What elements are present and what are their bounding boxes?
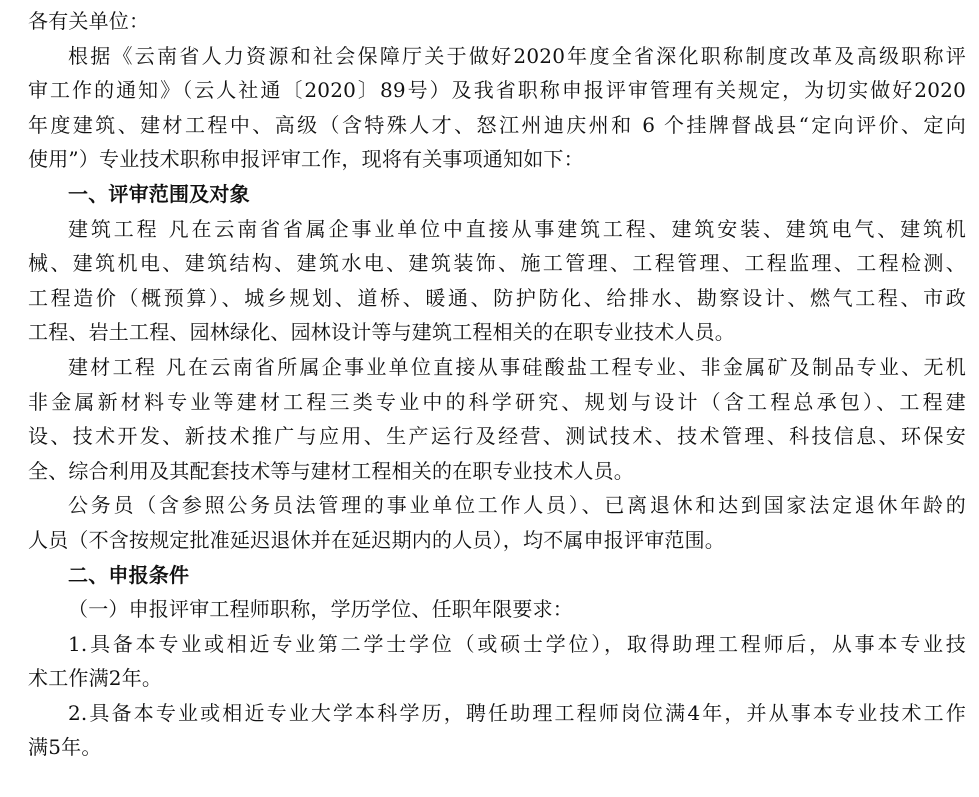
doc-line-10: 工程、岩土工程、园林绿化、园林设计等与建筑工程相关的在职专业技术人员。 (28, 320, 735, 345)
doc-line-12: 非金属新材料专业等建材工程三类专业中的科学研究、规划与设计（含工程总承包）、工程建 (28, 389, 966, 414)
subsection-heading-1: （一）申报评审工程师职称，学历学位、任职年限要求： (68, 597, 573, 622)
doc-line-8: 械、建筑机电、建筑结构、建筑水电、建筑装饰、施工管理、工程管理、工程监理、工程检测、 (28, 251, 966, 276)
document-body (28, 4, 966, 765)
doc-line-22: 满5年。 (28, 735, 102, 760)
doc-line-2: 根据《云南省人力资源和社会保障厅关于做好2020年度全省深化职称制度改革及高级职称评 (68, 43, 966, 68)
doc-line-11: 建材工程 凡在云南省所属企事业单位直接从事硅酸盐工程专业、非金属矿及制品专业、无机 (68, 354, 966, 379)
doc-line-1: 各有关单位： (28, 9, 150, 33)
doc-line-3: 审工作的通知》（云人社通〔2020〕89号）及我省职称申报评审管理有关规定，为切实做好2020 (28, 78, 966, 103)
doc-line-14: 全、综合利用及其配套技术等与建材工程相关的在职专业技术人员。 (28, 458, 634, 483)
doc-line-7: 建筑工程 凡在云南省省属企事业单位中直接从事建筑工程、建筑安装、建筑电气、建筑机 (68, 216, 966, 241)
section-heading-2: 二、申报条件 (68, 562, 190, 587)
doc-line-21: 2.具备本专业或相近专业大学本科学历，聘任助理工程师岗位满4年，并从事本专业技术工作 (68, 700, 966, 725)
doc-line-15: 公务员（含参照公务员法管理的事业单位工作人员）、已离退休和达到国家法定退休年龄的 (68, 493, 966, 518)
doc-line-5: 使用”）专业技术职称申报评审工作，现将有关事项通知如下： (28, 147, 584, 172)
section-heading-1: 一、评审范围及对象 (68, 181, 250, 206)
doc-line-20: 术工作满2年。 (28, 666, 163, 691)
doc-line-9: 工程造价（概预算）、城乡规划、道桥、暖通、防护防化、给排水、勘察设计、燃气工程、市政 (28, 285, 966, 310)
doc-line-13: 设、技术开发、新技术推广与应用、生产运行及经营、测试技术、技术管理、科技信息、环保安 (28, 424, 966, 449)
doc-line-4: 年度建筑、建材工程中、高级（含特殊人才、怒江州迪庆州和 6 个挂牌督战县“定向评价、定向 (28, 112, 966, 137)
doc-line-16: 人员（不含按规定批准延迟退休并在延迟期内的人员），均不属申报评审范围。 (28, 527, 725, 552)
doc-line-19: 1.具备本专业或相近专业第二学士学位（或硕士学位），取得助理工程师后，从事本专业技 (68, 631, 966, 656)
